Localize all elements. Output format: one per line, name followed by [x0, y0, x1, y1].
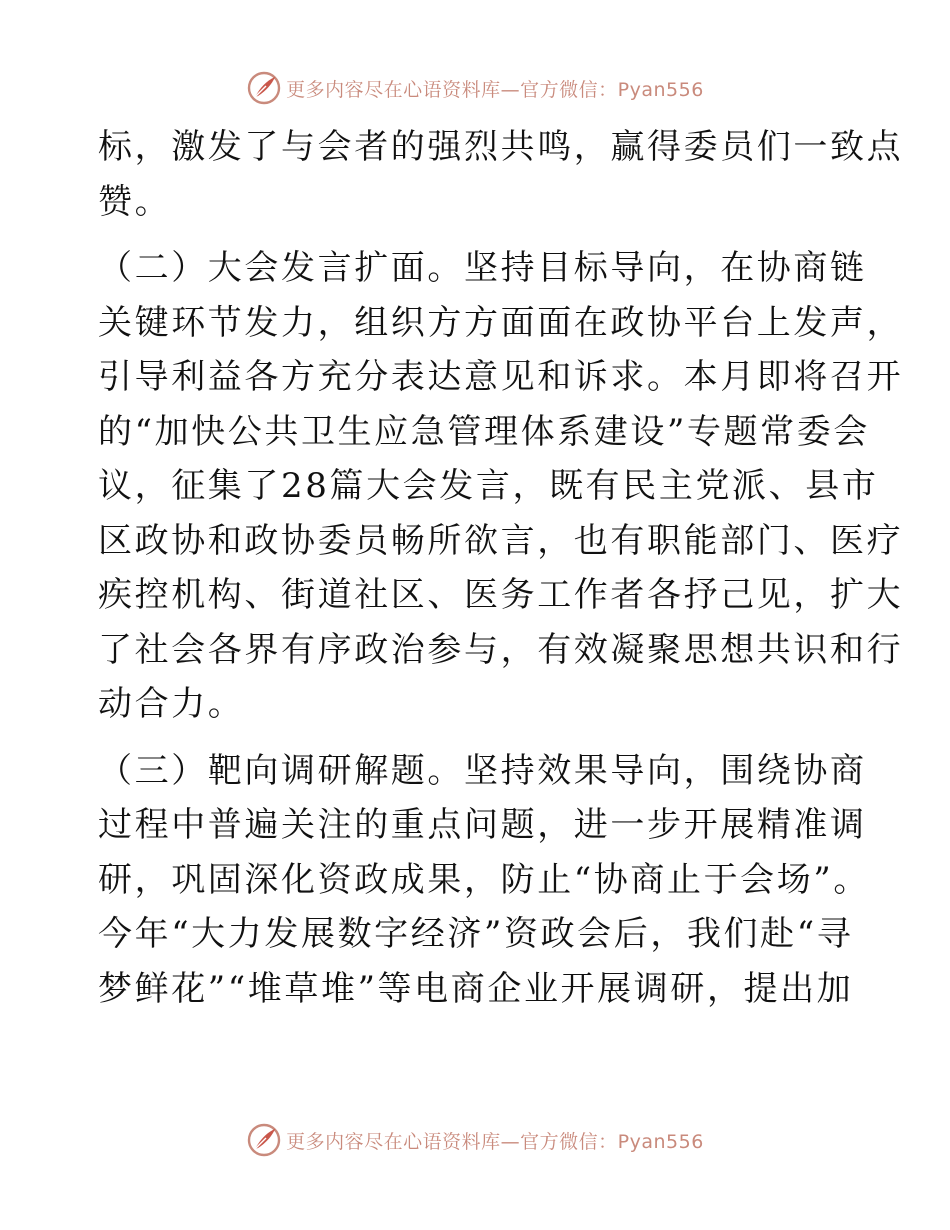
text-line: 过程中普遍关注的重点问题，进一步开展精准调 [98, 805, 867, 845]
paragraph [98, 120, 904, 229]
text-line: 标，激发了与会者的强烈共鸣，赢得委员们一致点 [98, 127, 904, 167]
feather-pen-icon [246, 70, 282, 106]
text-line: 研，巩固深化资政成果，防止“协商止于会场”。 [98, 859, 870, 900]
footer-watermark [0, 1120, 950, 1160]
document-body [98, 120, 904, 1016]
text-line: 区政协和政协委员畅所欲言，也有职能部门、医疗 [98, 520, 904, 561]
text-line: 动合力。 [98, 684, 245, 724]
paragraph [98, 744, 870, 1017]
text-line: 了社会各界有序政治参与，有效凝聚思想共识和行 [98, 629, 904, 670]
text-line: 赞。 [98, 181, 172, 222]
text-line: 的“加快公共卫生应急管理体系建设”专题常委会 [98, 411, 870, 452]
text-line: 疾控机构、街道社区、医务工作者各抒己见，扩大 [98, 575, 904, 615]
text-line: （三）靶向调研解题。坚持效果导向，围绕协商 [98, 750, 867, 791]
watermark-text: 更多内容尽在心语资料库—官方微信：Pyan556 [286, 78, 704, 101]
watermark-text: 更多内容尽在心语资料库—官方微信：Pyan556 [286, 1130, 704, 1153]
text-line: 议，征集了28篇大会发言，既有民主党派、县市 [98, 466, 879, 506]
text-line: （二）大会发言扩面。坚持目标导向，在协商链 [98, 248, 867, 288]
text-line: 梦鲜花”“堆草堆”等电商企业开展调研，提出加 [98, 968, 854, 1009]
text-line: 关键环节发力，组织方方面面在政协平台上发声， [98, 302, 904, 343]
header-watermark [0, 68, 950, 108]
text-line: 今年“大力发展数字经济”资政会后，我们赴“寻 [98, 914, 854, 954]
text-line: 引导利益各方充分表达意见和诉求。本月即将召开 [98, 357, 904, 397]
feather-pen-icon [246, 1122, 282, 1158]
paragraph [98, 241, 904, 732]
